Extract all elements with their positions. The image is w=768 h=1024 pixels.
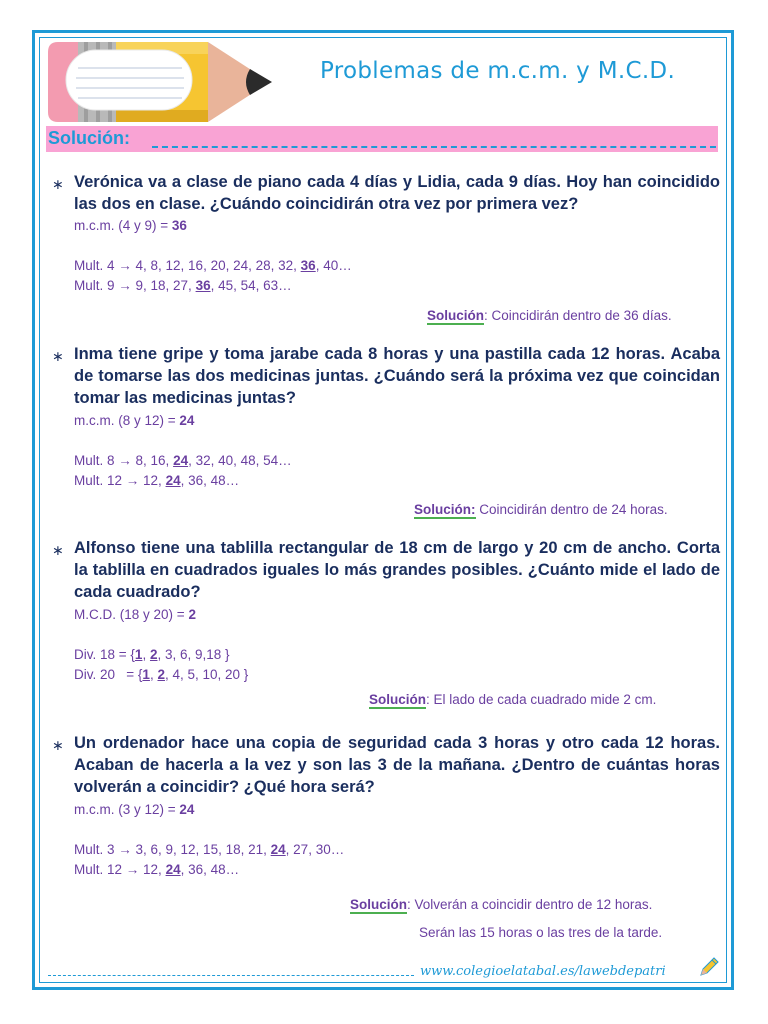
pencil-icon xyxy=(44,38,280,124)
solution-band xyxy=(46,126,718,152)
bullet-2: ∗ xyxy=(52,348,64,364)
problem-1-operation: m.c.m. (4 y 9) = 36 xyxy=(74,218,187,233)
problem-4-multiples-a: Mult. 3 → 3, 6, 9, 12, 15, 18, 21, 24, 27, 30… xyxy=(74,842,345,857)
footer-url[interactable]: www.colegioelatabal.es/lawebdepatri xyxy=(420,964,666,979)
problem-3-statement: Alfonso tiene una tablilla rectangular de 18 cm de largo y 20 cm de ancho. Corta la tablilla en cuadrados iguales lo más grandes posibles. ¿Cuánto mide el lado de cada cuadrado? xyxy=(74,539,720,601)
solution-header-label: Solución: xyxy=(48,128,130,148)
page-title: Problemas de m.c.m. y M.C.D. xyxy=(320,58,676,84)
problem-1-statement: Verónica va a clase de piano cada 4 días y Lidia, cada 9 días. Hoy han coincidido las dos en clase. ¿Cuándo coincidirán otra vez por primera vez? xyxy=(74,173,720,213)
problem-2-answer: Solución: Coincidirán dentro de 24 horas. xyxy=(414,502,668,517)
problem-3-answer: Solución: El lado de cada cuadrado mide 2 cm. xyxy=(369,692,657,707)
problem-2-operation: m.c.m. (8 y 12) = 24 xyxy=(74,413,195,428)
problem-2-statement: Inma tiene gripe y toma jarabe cada 8 horas y una pastilla cada 12 horas. Acaba de tomarse las dos medicinas juntas. ¿Cuándo será la próxima vez que coincidan tomar las medicinas juntas? xyxy=(74,345,720,407)
solution-answer-line xyxy=(152,146,716,148)
problem-3-divisors-b: Div. 20 = {1, 2, 4, 5, 10, 20 } xyxy=(74,667,249,682)
problem-4-multiples-b: Mult. 12 → 12, 24, 36, 48… xyxy=(74,862,240,877)
bullet-1: ∗ xyxy=(52,176,64,192)
problem-1-answer: Solución: Coincidirán dentro de 36 días. xyxy=(427,308,672,323)
problem-1-multiples-b: Mult. 9 → 9, 18, 27, 36, 45, 54, 63… xyxy=(74,278,292,293)
footer-divider xyxy=(48,975,414,976)
problem-3-divisors-a: Div. 18 = {1, 2, 3, 6, 9,18 } xyxy=(74,647,230,662)
bullet-3: ∗ xyxy=(52,542,64,558)
problem-1-multiples-a: Mult. 4 → 4, 8, 12, 16, 20, 24, 28, 32, 36, 40… xyxy=(74,258,352,273)
problem-4-answer: Solución: Volverán a coincidir dentro de 12 horas. xyxy=(350,897,653,912)
problem-4-answer-extra: Serán las 15 horas o las tres de la tarde. xyxy=(419,925,663,940)
problem-2-multiples-a: Mult. 8 → 8, 16, 24, 32, 40, 48, 54… xyxy=(74,453,292,468)
pencil-small-icon xyxy=(698,956,720,978)
problem-4-operation: m.c.m. (3 y 12) = 24 xyxy=(74,802,195,817)
problem-2-multiples-b: Mult. 12 → 12, 24, 36, 48… xyxy=(74,473,240,488)
problem-4-statement: Un ordenador hace una copia de seguridad cada 3 horas y otro cada 12 horas. Acaban de hacerla a la vez y son las 3 de la mañana. ¿Dentro de cuántas horas volverán a coincidir? ¿Qué hora será? xyxy=(74,734,720,796)
problem-3-operation: M.C.D. (18 y 20) = 2 xyxy=(74,607,196,622)
bullet-4: ∗ xyxy=(52,737,64,753)
